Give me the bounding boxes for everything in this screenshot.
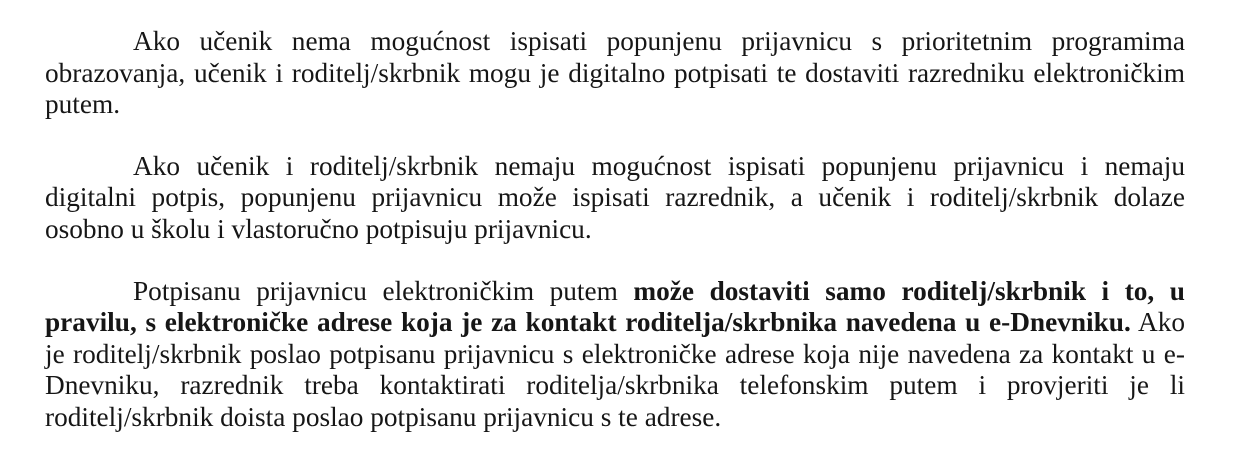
text-line (45, 307, 1185, 339)
text-line: je roditelj/skrbnik poslao potpisanu prijavnicu s elektroničke adrese koja nije navedena za kontakt u e- (45, 338, 1185, 369)
text-line: Ako učenik i roditelj/skrbnik nemaju mogućnost ispisati popunjenu prijavnicu i nemaju (133, 150, 1185, 181)
document-page (45, 26, 1185, 464)
text-line: osobno u školu i vlastoručno potpisuju prijavnicu. (45, 213, 592, 244)
text-line (45, 276, 1185, 308)
paragraph-1 (45, 26, 1185, 121)
regular-text: Potpisanu prijavnicu elektroničkim putem (133, 275, 618, 306)
text-line: obrazovanja, učenik i roditelj/skrbnik mogu je digitalno potpisati te dostaviti razredniku elektroničkim (45, 57, 1185, 88)
regular-text: Ako (1137, 307, 1185, 338)
text-line: Ako učenik nema mogućnost ispisati popunjenu prijavnicu s prioritetnim programima (133, 26, 1185, 56)
text-line: Dnevniku, razrednik treba kontaktirati roditelja/skrbnika telefonskim putem i provjeriti je li (45, 370, 1185, 401)
bold-text: može dostaviti samo roditelj/skrbnik i to, u (633, 275, 1185, 306)
text-line: putem. (45, 89, 121, 120)
text-line: roditelj/skrbnik doista poslao potpisanu prijavnicu s te adrese. (45, 401, 722, 432)
paragraph-2 (45, 151, 1185, 246)
text-line: digitalni potpis, popunjenu prijavnicu može ispisati razrednik, a učenik i roditelj/skrbnik dolaze (45, 182, 1185, 213)
paragraph-3 (45, 276, 1185, 434)
bold-text: pravilu, s elektroničke adrese koja je za kontakt roditelja/skrbnika navedena u e-Dnevniku. (45, 307, 1131, 338)
